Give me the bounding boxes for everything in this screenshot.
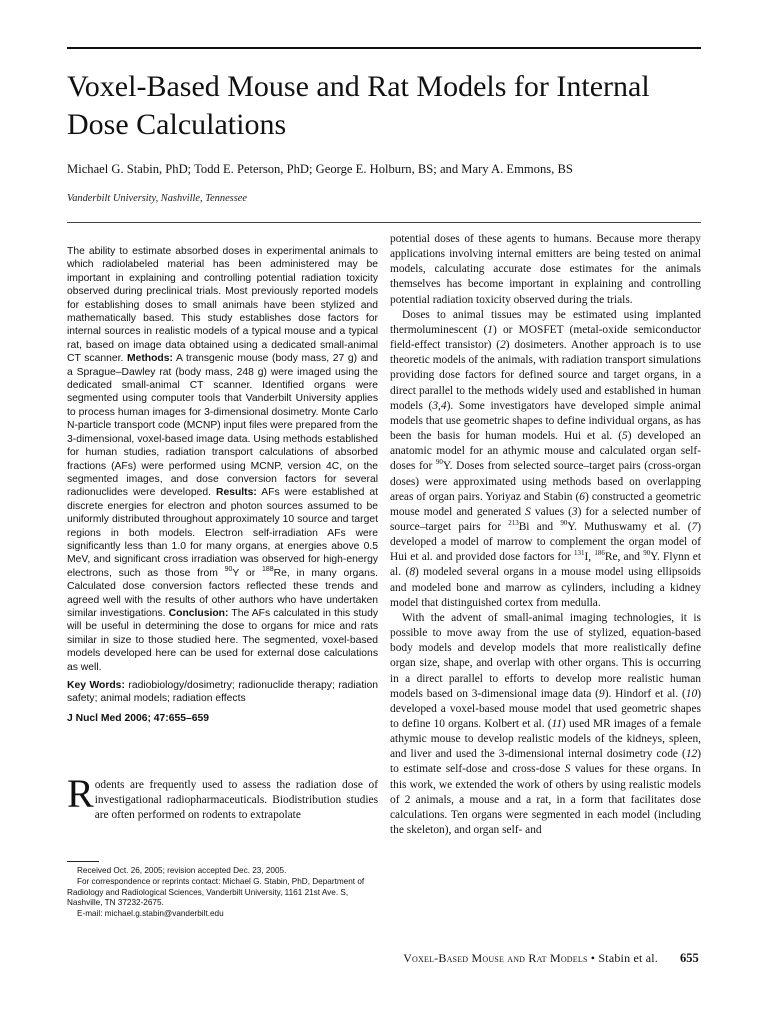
text-run: ) modeled several organs in a mouse model using ellipsoids and modeled bone and marrow as cylinders, including a kidney model that distinguished cortex from medulla.: [390, 566, 701, 609]
abstract-results-a: AFs were established at discrete energies for electron and photon sources assumed to be uniformly distributed throughout approximately 10 source and target regions in both models. Electron self-irradiation AFs were significantly less than 1.0 for many organs, at energies above 0.5 MeV, and significant cross irradiation was observed for high-energy electrons, such as those from: [67, 487, 378, 579]
right-para-1: potential doses of these agents to humans. Because more therapy applications involving internal emitters are being tested on animal models, calculating accurate dose estimates for the animals themselves has become important in explaining and controlling potential radiation toxicity observed during the trials.: [390, 233, 701, 306]
text-run: ) to estimate self-dose and cross-dose: [390, 748, 701, 776]
isotope-mass: 90: [643, 549, 651, 558]
isotope-mass-y: 90: [224, 565, 233, 573]
affiliation: Vanderbilt University, Nashville, Tennessee: [67, 193, 247, 204]
ref-link: 3,4: [432, 399, 447, 412]
isotope-mass: 131: [574, 549, 585, 558]
top-rule: [67, 47, 701, 49]
text-run: ). Hindorf et al. (: [604, 687, 686, 700]
running-authors: Stabin et al.: [598, 951, 658, 965]
text-run: ) developed a model of marrow to complement the organ model of Hui et al. and provided dose factors for: [390, 520, 701, 564]
ref-link: 5: [622, 430, 628, 443]
page-number: 655: [680, 951, 699, 965]
text-run: Y. Flynn et al. (: [390, 551, 701, 579]
ref-link: 2: [500, 339, 506, 352]
article-title: Voxel-Based Mouse and Rat Models for Internal Dose Calculations: [67, 70, 650, 141]
isotope-mass: 213: [508, 518, 519, 527]
footnote: [67, 866, 378, 920]
ref-link: 3: [571, 505, 578, 518]
text-run: ) for a selected number of source–target pairs for: [390, 505, 701, 533]
header-rule: [67, 222, 701, 223]
text-run: ) developed a voxel-based mouse model that used geometric shapes to define 10 organs. Kolbert et al. (: [390, 687, 701, 730]
ref-link: 12: [685, 748, 698, 761]
right-para-3: [390, 611, 701, 838]
text-run: Re, and: [604, 551, 644, 564]
ref-link: 1: [487, 323, 493, 336]
s-symbol: S: [564, 763, 571, 776]
right-column: [390, 232, 701, 838]
keywords-label: Key Words:: [67, 680, 125, 691]
journal-citation: J Nucl Med 2006; 47:655–659: [67, 712, 210, 724]
isotope-mass: 90: [435, 458, 443, 467]
running-bullet: •: [590, 951, 596, 965]
keywords-text: radiobiology/dosimetry; radionuclide therapy; radiation safety; animal models; radiation effects: [67, 680, 378, 705]
author-list: Michael G. Stabin, PhD; Todd E. Peterson, PhD; George E. Holburn, BS; and Mary A. Emmons, BS: [67, 162, 573, 176]
footnote-correspondence: For correspondence or reprints contact: Michael G. Stabin, PhD, Department of Radiology and Radiological Sciences, Vanderbilt University, 1161 21st Ave. S, Nashville, TN 37232-2675.: [67, 876, 365, 908]
methods-label: Methods:: [126, 353, 173, 365]
abstract-intro: The ability to estimate absorbed doses in experimental animals to which radiolabeled material has been administered may be important in explaining and controlling potential radiation toxicity observed during preclinical trials. Most previously reported models for establishing doses to small animals have been stylized and mathematically based. This study establishes dose factors for internal sources in realistic models of a typical mouse and a typical rat, based on image data obtained using a dedicated small-animal CT scanner.: [67, 246, 378, 365]
footnote-rule: [67, 861, 99, 862]
ref-link: 8: [409, 566, 416, 579]
drop-cap: R: [67, 771, 94, 816]
isotope-mass: 90: [560, 518, 568, 527]
abstract-conclusion: The AFs calculated in this study will be useful in determining the dose to organs for mice and rats similar in size to those studied here. The segmented, voxel-based models developed here can be used for external dose calculations as well.: [67, 607, 379, 673]
intro-paragraph: [67, 771, 378, 822]
text-run: Y. Doses from selected source–target pairs (cross-organ doses) were approximated using methods based on overlapping areas of organ pairs. Yoriyaz and Stabin (: [390, 460, 701, 503]
text-run: ) or MOSFET (metal-oxide semiconductor field-effect transistor) (: [390, 323, 701, 352]
running-head: [403, 951, 658, 966]
text-run: Y. Muthuswamy et al. (: [567, 520, 692, 533]
text-run: ) constructed a geometric mouse model and generated: [390, 490, 701, 518]
text-run: ) dosimeters. Another approach is to use theoretic models of the animals, with radiation transport simulations providing dose factors for defined source and target organs, in a direct parallel to the methods widely used and established in human models (: [390, 339, 701, 412]
abstract-methods: A transgenic mouse (body mass, 27 g) and a Sprague–Dawley rat (body mass, 248 g) were imaged using the dedicated small-animal CT scanner. Identified organs were segmented using computer tools that Vanderbilt University applies to process human images for 3-dimensional dosimetry. Monte Carlo N-particle transport code (MCNP) input files were prepared from the 3-dimensional, voxel-based image data. Using methods established for human studies, radiation transport calculations of absorbed fractions (AFs) were performed using MCNP, version 4C, on the segmented images, and dose conversion factors for several radionuclides were developed.: [67, 353, 379, 499]
isotope-sym-y: Y or: [232, 567, 262, 579]
text-run: With the advent of small-animal imaging technologies, it is possible to move away from the use of stylized, equation-based body models and develop models that more realistically define organ size, shape, and overlap with other organs. This is occurring in a direct parallel to efforts to develop more realistic human models based on 3-dimensional image data (: [390, 611, 701, 700]
abstract-body: [67, 245, 378, 674]
text-run: Bi and: [518, 520, 561, 533]
results-label: Results:: [215, 487, 257, 499]
text-run: values (: [530, 505, 572, 518]
text-run: values for these organs. In this work, we extended the work of others by using realistic models of 2 animals, a mouse and a rat, in a form that facilitates dose calculations. Ten organs were segmented in each model (including the skeleton), and organ self- and: [390, 763, 701, 837]
footnote-email: E-mail: michael.g.stabin@vanderbilt.edu: [77, 909, 224, 919]
s-symbol: S: [525, 505, 531, 518]
text-run: ) developed an anatomic model for an athymic mouse and calculated organ self-doses for: [390, 430, 701, 473]
abstract-results-b: , in many organs. Calculated dose conversion factors reflected these trends and agreed well with the results of other authors who have undertaken similar investigations.: [67, 567, 378, 619]
keywords: [67, 679, 378, 706]
ref-link: 7: [691, 520, 698, 533]
right-para-2: [390, 308, 701, 611]
ref-link: 11: [551, 718, 563, 730]
intro-body: odents are frequently used to assess the radiation dose of investigational radiopharmaceuticals. Biodistribution studies are often performed on rodents to extrapolate: [94, 779, 378, 821]
isotope-mass-re: 188: [261, 565, 274, 573]
text-run: Doses to animal tissues may be estimated using implanted thermoluminescent (: [390, 308, 701, 336]
text-run: I,: [584, 551, 595, 564]
footnote-received: Received Oct. 26, 2005; revision accepted Dec. 23, 2005.: [77, 866, 287, 875]
running-title: Voxel-Based Mouse and Rat Models: [403, 951, 588, 965]
abstract: [67, 245, 378, 725]
ref-link: 10: [685, 687, 698, 700]
ref-link: 9: [598, 687, 605, 700]
ref-link: 6: [579, 490, 585, 503]
isotope-sym-re: Re: [273, 567, 287, 579]
text-run: ). Some investigators have developed simple animal models that use geometric shapes to define individual organs, as has been the basis for human models. Hui et al. (: [390, 399, 701, 443]
isotope-mass: 186: [594, 549, 605, 558]
conclusion-label: Conclusion:: [168, 607, 229, 619]
text-run: ) used MR images of a female athymic mouse to develop realistic models of the kidneys, spleen, and liver and used the 3-dimensional internal dosimetry code (: [390, 718, 702, 761]
